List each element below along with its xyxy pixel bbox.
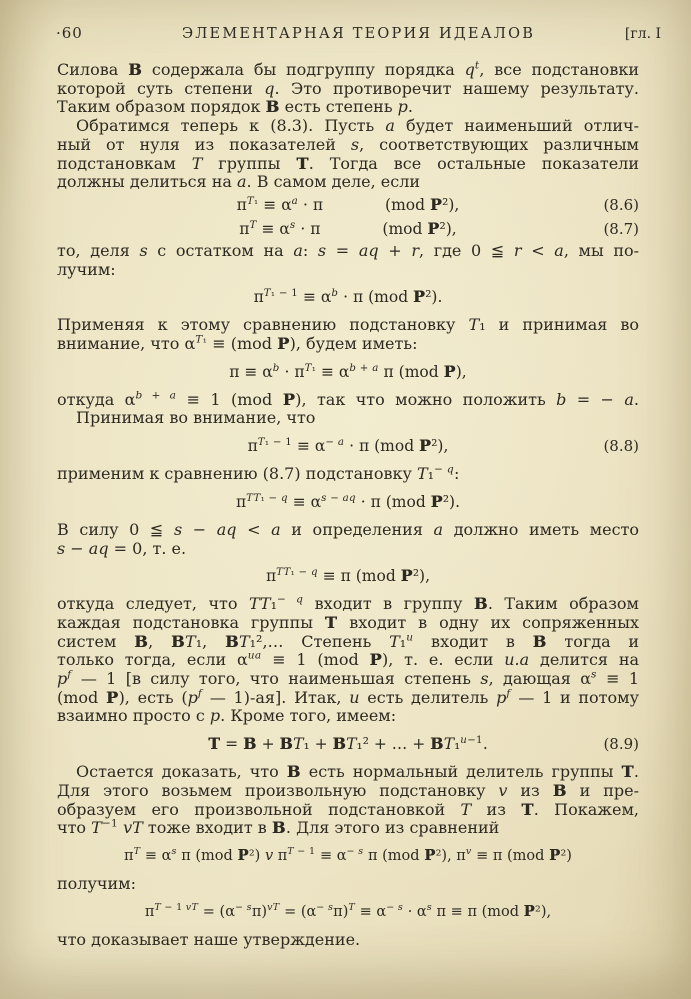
fraktur-letter: B (279, 734, 294, 754)
fraktur-letter: B (473, 594, 488, 614)
text-line: систем B, BT₁, BT₁²,… Степень T₁$^u$ входит в B тогда и (57, 631, 640, 651)
equation-number: (8.7) (603, 219, 639, 238)
text-line: получим: (57, 873, 136, 893)
text-line: s − aq = 0, т. е. (57, 538, 187, 558)
fraktur-letter: B (134, 631, 149, 651)
equation-number: (8.6) (603, 195, 639, 214)
equation-formula: $\pi^{TT_1 - q} \equiv \pi$ (mod P²), (265, 566, 431, 586)
page-header (56, 24, 661, 42)
fraktur-letter: P (237, 846, 249, 864)
equation (57, 565, 639, 587)
fraktur-letter: P (429, 194, 443, 214)
text-line: каждая подстановка группы T входит в одну их сопряженных (57, 612, 639, 632)
equation-formula: $\pi^{T_1} \equiv \alpha^a \cdot \pi$ (mod P²), (236, 194, 460, 214)
text-line: взаимно просто с p. Кроме того, имеем: (57, 706, 397, 726)
equation (57, 845, 639, 867)
text-line: Силова B содержала бы подгруппу порядка $q^t$, все подстановки (57, 59, 639, 79)
fraktur-letter: P (427, 218, 440, 238)
text-line: Для этого возьмем произвольную подстановку v из B и пре- (57, 780, 640, 800)
fraktur-letter: B (430, 734, 444, 754)
chapter-label: [гл. I (624, 26, 661, 42)
text-line: ный от нуля из показателей s, соответствующих различным (57, 134, 639, 154)
fraktur-letter: P (277, 334, 290, 354)
text-line: что $T^{-1}$ vT тоже входит в B. Для этого из сравнений (57, 817, 500, 838)
fraktur-letter: P (523, 902, 536, 920)
page-body-text (57, 61, 639, 949)
fraktur-letter: T (621, 762, 634, 782)
equation-formula: $\pi^{T_1 - 1} \equiv \alpha^{- a} \cdot \pi$ (mod P²), (247, 436, 449, 456)
equation-formula: $\pi \equiv \alpha^b \cdot \pi^{T_1} \equiv \alpha^{b + a}$ π (mod P), (229, 361, 467, 381)
text-line: Таким образом порядок B есть степень p. (57, 97, 413, 117)
fraktur-letter: B (224, 631, 239, 651)
fraktur-letter: B (332, 734, 347, 754)
equation (57, 286, 639, 308)
text-line: лучим: (57, 259, 116, 279)
equation-formula: $\pi^T \equiv \alpha^s \cdot \pi$ (mod P²), (239, 218, 457, 238)
text-line: то, деля s с остатком на a: s = aq + r, где 0 ≦ r < a, мы по- (57, 240, 640, 260)
fraktur-letter: P (282, 389, 296, 409)
text-line: $p^f$ — 1 [в силу того, что наименьшая степень s, дающая $\alpha^s \equiv 1$ (57, 668, 640, 689)
fraktur-letter: T (296, 153, 309, 173)
fraktur-letter: T (521, 799, 534, 819)
text-line: применим к сравнению (8.7) подстановку T₁$^{- q}$: (57, 463, 460, 484)
fraktur-letter: B (128, 60, 143, 79)
running-title: ЭЛЕМЕНТАРНАЯ ТЕОРИЯ ИДЕАЛОВ (181, 26, 536, 42)
fraktur-letter: T (324, 612, 338, 632)
fraktur-letter: B (532, 631, 547, 651)
equation (57, 435, 639, 457)
equation-formula: $\pi^{TT_1 - q} \equiv \alpha^{s - aq} \cdot \pi$ (mod P²). (235, 491, 461, 511)
text-line: подстановкам T группы T. Тогда все остальные показатели (57, 153, 640, 173)
text-line: Принимая во внимание, что (76, 408, 316, 428)
fraktur-letter: P (424, 846, 436, 864)
text-line: (mod P), есть ($p^f$ — 1)-ая]. Итак, u есть делитель $p^f$ — 1 и потому (57, 687, 640, 707)
fraktur-letter: P (413, 287, 426, 307)
equation (57, 901, 639, 923)
equation (57, 361, 639, 383)
equation-formula: T = B + BT₁ + BT₁² + … + BT₁$^{u-1}$. (208, 734, 488, 754)
equation-formula: $\pi^T \equiv \alpha^s$ π (mod P²) v $\pi^{T - 1} \equiv \alpha^{- s}$ π (mod P²), $\pi^v \equiv \pi$ (mod P²) (124, 846, 572, 864)
fraktur-letter: P (106, 687, 119, 707)
fraktur-letter: P (430, 491, 443, 511)
equation (57, 218, 639, 240)
text-line: откуда следует, что TT₁$^{- q}$ входит в группу B. Таким образом (57, 593, 640, 614)
fraktur-letter: B (170, 631, 186, 651)
text-line: образуем его произвольной подстановкой T из T. Покажем, (57, 799, 640, 819)
fraktur-letter: B (243, 734, 257, 754)
text-line: В силу 0 ≦ s − aq < a и определения a должно иметь место (57, 519, 640, 539)
fraktur-letter: B (286, 762, 301, 782)
text-line: Применяя к этому сравнению подстановку T₁ и принимая во (57, 315, 640, 335)
fraktur-letter: P (549, 846, 561, 864)
fraktur-letter: P (369, 650, 383, 670)
text-line: Остается доказать, что B есть нормальный делитель группы T. (76, 762, 640, 782)
equation-formula: $\pi^{T_1 - 1} \equiv \alpha^b \cdot \pi$ (mod P²). (253, 287, 443, 307)
equation (57, 194, 639, 216)
text-line: которой суть степени q. Это противоречит нашему результату. (57, 78, 640, 98)
text-line: только тогда, если $\alpha^{ua} \equiv 1$ (mod P), т. е. если u.a делится на (57, 650, 640, 670)
equation-formula: $\pi^{T - 1 vT} = (\alpha^{- s}\pi)^{vT} = (\alpha^{- s}\pi)^T \equiv \alpha^{- s} \cdot \alpha^s$ π ≡ π (mod P²), (144, 901, 552, 920)
fraktur-letter: P (443, 361, 456, 381)
fraktur-letter: B (271, 818, 286, 838)
equation-number: (8.8) (603, 437, 639, 456)
text-line: что доказывает наше утверждение. (57, 929, 361, 949)
page-number: ·60 (56, 24, 83, 42)
fraktur-letter: B (265, 97, 280, 117)
text-line: Обратимся теперь к (8.3). Пусть a будет наименьший отлич- (76, 116, 639, 136)
fraktur-letter: P (400, 566, 413, 586)
equation (57, 733, 639, 755)
fraktur-letter: P (419, 436, 432, 456)
fraktur-letter: T (208, 734, 221, 754)
equation (57, 491, 639, 513)
fraktur-letter: B (552, 780, 567, 800)
equation-number: (8.9) (603, 735, 639, 754)
text-line: внимание, что $\alpha^{T_1} \equiv (mod$ P), будем иметь: (57, 333, 418, 354)
text-line: должны делиться на a. В самом деле, если (57, 172, 421, 192)
text-line: откуда $\alpha^{b + a} \equiv 1$ (mod P), так что можно положить b = − a. (57, 389, 639, 409)
